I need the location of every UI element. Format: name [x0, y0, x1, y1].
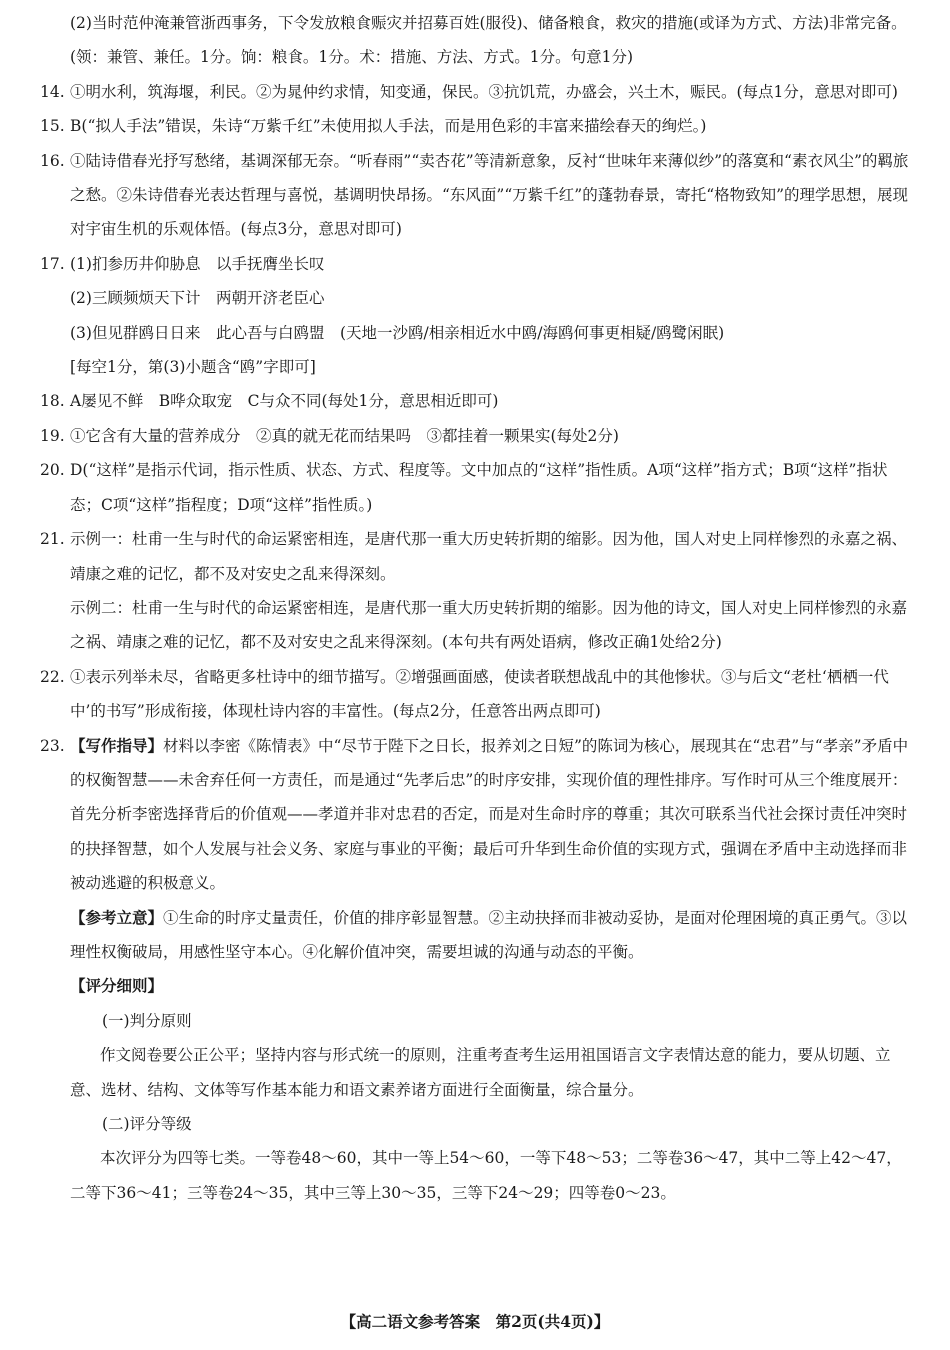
q15-number: 15. [40, 117, 65, 136]
q22-number: 22. [40, 667, 65, 686]
q17-scoring-note: [每空1分，第(3)小题含“鸥”字即可] [70, 358, 316, 377]
q19-number: 19. [40, 426, 65, 445]
q14-answer [40, 75, 912, 109]
q22-text: ①表示列举未尽，省略更多杜诗中的细节描写。②增强画面感，使读者联想战乱中的其他惨状。③与后文“老杜‘栖栖一代中’的书写”形成衔接，体现杜诗内容的丰富性。(每点2分，任意答出两点即可) [70, 667, 889, 721]
q23-grade-heading: (二)评分等级 [102, 1115, 192, 1133]
q23-number: 23. [40, 736, 65, 755]
q14-text: ①明水利，筑海堰，利民。②为晁仲约求情，知变通，保民。③抗饥荒，办盛会，兴土木，赈民。(每点1分，意思对即可) [70, 82, 898, 101]
q23-ref-tag: 【参考立意】 [70, 907, 164, 927]
q23-scoring-rules-heading: 【评分细则】 [70, 976, 164, 996]
q23-guide-tag: 【写作指导】 [70, 735, 164, 755]
q15-text: B(“拟人手法”错误，朱诗“万紫千红”未使用拟人手法，而是用色彩的丰富来描绘春天的绚烂。) [70, 117, 707, 136]
q18-number: 18. [40, 392, 65, 411]
q16-text: ①陆诗借春光抒写愁绪，基调深郁无奈。“听春雨”“卖杏花”等清新意象，反衬“世味年来薄似纱”的落寞和“素衣风尘”的羁旅之愁。②朱诗借春光表达哲理与喜悦，基调明快昂扬。“东风面”“万紫千红”的蓬勃春景，寄托“格物致知”的理学思想，展现对宇宙生机的乐观体悟。(每点3分，意思对即可) [70, 151, 909, 239]
q19-text: ①它含有大量的营养成分 ②真的就无花而结果吗 ③都挂着一颗果实(每处2分) [70, 426, 619, 445]
q21-number: 21. [40, 530, 65, 549]
q21-answer [40, 522, 912, 591]
q20-text: D(“这样”是指示代词，指示性质、状态、方式、程度等。文中加点的“这样”指性质。A项“这样”指方式；B项“这样”指状态；C项“这样”指程度；D项“这样”指性质。) [70, 461, 888, 514]
q23-principle-text: 作文阅卷要公正公平；坚持内容与形式统一的原则，注重考查考生运用祖国语言文字表情达意的能力，要从切题、立意、选材、结构、文体等写作基本能力和语文素养诸方面进行全面衡量，综合量分。 [70, 1046, 891, 1099]
q20-number: 20. [40, 461, 65, 480]
q14-number: 14. [40, 82, 65, 101]
q17-line2: (2)三顾频烦天下计 两朝开济老臣心 [70, 289, 325, 308]
q23-guide-text: 材料以李密《陈情表》中“尽节于陛下之日长，报养刘之日短”的陈词为核心，展现其在“忠君”与“孝亲”矛盾中的权衡智慧——未舍弃任何一方责任，而是通过“先孝后忠”的时序安排，实现价值的理性排序。写作时可从三个维度展开：首先分析李密选择背后的价值观——孝道并非对忠君的否定，而是对生命时序的尊重；其次可联系当代社会探讨责任冲突时的抉择智慧，如个人发展与社会义务、家庭与事业的平衡；最后可升华到生命价值的实现方式，强调在矛盾中主动选择而非被动逃避的积极意义。 [70, 736, 909, 893]
q23-reference-ideas [40, 901, 912, 970]
answer-content [40, 6, 912, 1210]
q23-grade-text: 本次评分为四等七类。一等卷48～60，其中一等上54～60，一等下48～53；二等卷36～47，其中二等上42～47，二等下36～41；三等卷24～35，其中三等上30～35，三等下24～29；四等卷0～23。 [70, 1149, 902, 1202]
q17-number: 17. [40, 254, 65, 273]
q18-text: A屡见不鲜 B哗众取宠 C与众不同(每处1分，意思相近即可) [70, 392, 499, 411]
q23-writing-guide [40, 729, 912, 901]
q13-sub2-answer: (2)当时范仲淹兼管浙西事务，下令发放粮食赈灾并招募百姓(服役)、储备粮食，救灾的措施(或译为方式、方法)非常完备。(领：兼管、兼任。1分。饷：粮食。1分。术：措施、方法、方式。1分。句意1分) [70, 14, 907, 67]
q16-number: 16. [40, 151, 65, 170]
q16-answer [40, 144, 912, 247]
q15-answer [40, 109, 912, 143]
q17-answer [40, 247, 912, 281]
q19-answer [40, 419, 912, 453]
q23-principle-heading: (一)判分原则 [102, 1011, 192, 1030]
q18-answer [40, 384, 912, 418]
q17-line1: (1)扪参历井仰胁息 以手抚膺坐长叹 [70, 254, 325, 273]
q21-example2: 示例二：杜甫一生与时代的命运紧密相连，是唐代那一重大历史转折期的缩影。因为他的诗文，国人对史上同样惨烈的永嘉之祸、靖康之难的记忆，都不及对安史之乱来得深刻。(本句共有两处语病，修改正确1处给2分) [70, 598, 908, 652]
q23-ref-text: ①生命的时序丈量责任，价值的排序彰显智慧。②主动抉择而非被动妥协，是面对伦理困境的真正勇气。③以理性权衡破局，用感性坚守本心。④化解价值冲突，需要坦诚的沟通与动态的平衡。 [70, 908, 908, 961]
page-footer: 【高二语文参考答案 第2页(共4页)】 [340, 1312, 610, 1331]
q22-answer [40, 660, 912, 729]
q17-line3: (3)但见群鸥日日来 此心吾与白鸥盟 (天地一沙鸥/相亲相近水中鸥/海鸥何事更相疑/鸥鹭闲眠) [70, 323, 725, 342]
q20-answer [40, 453, 912, 522]
q21-example1: 示例一：杜甫一生与时代的命运紧密相连，是唐代那一重大历史转折期的缩影。因为他，国人对史上同样惨烈的永嘉之祸、靖康之难的记忆，都不及对安史之乱来得深刻。 [70, 530, 908, 583]
